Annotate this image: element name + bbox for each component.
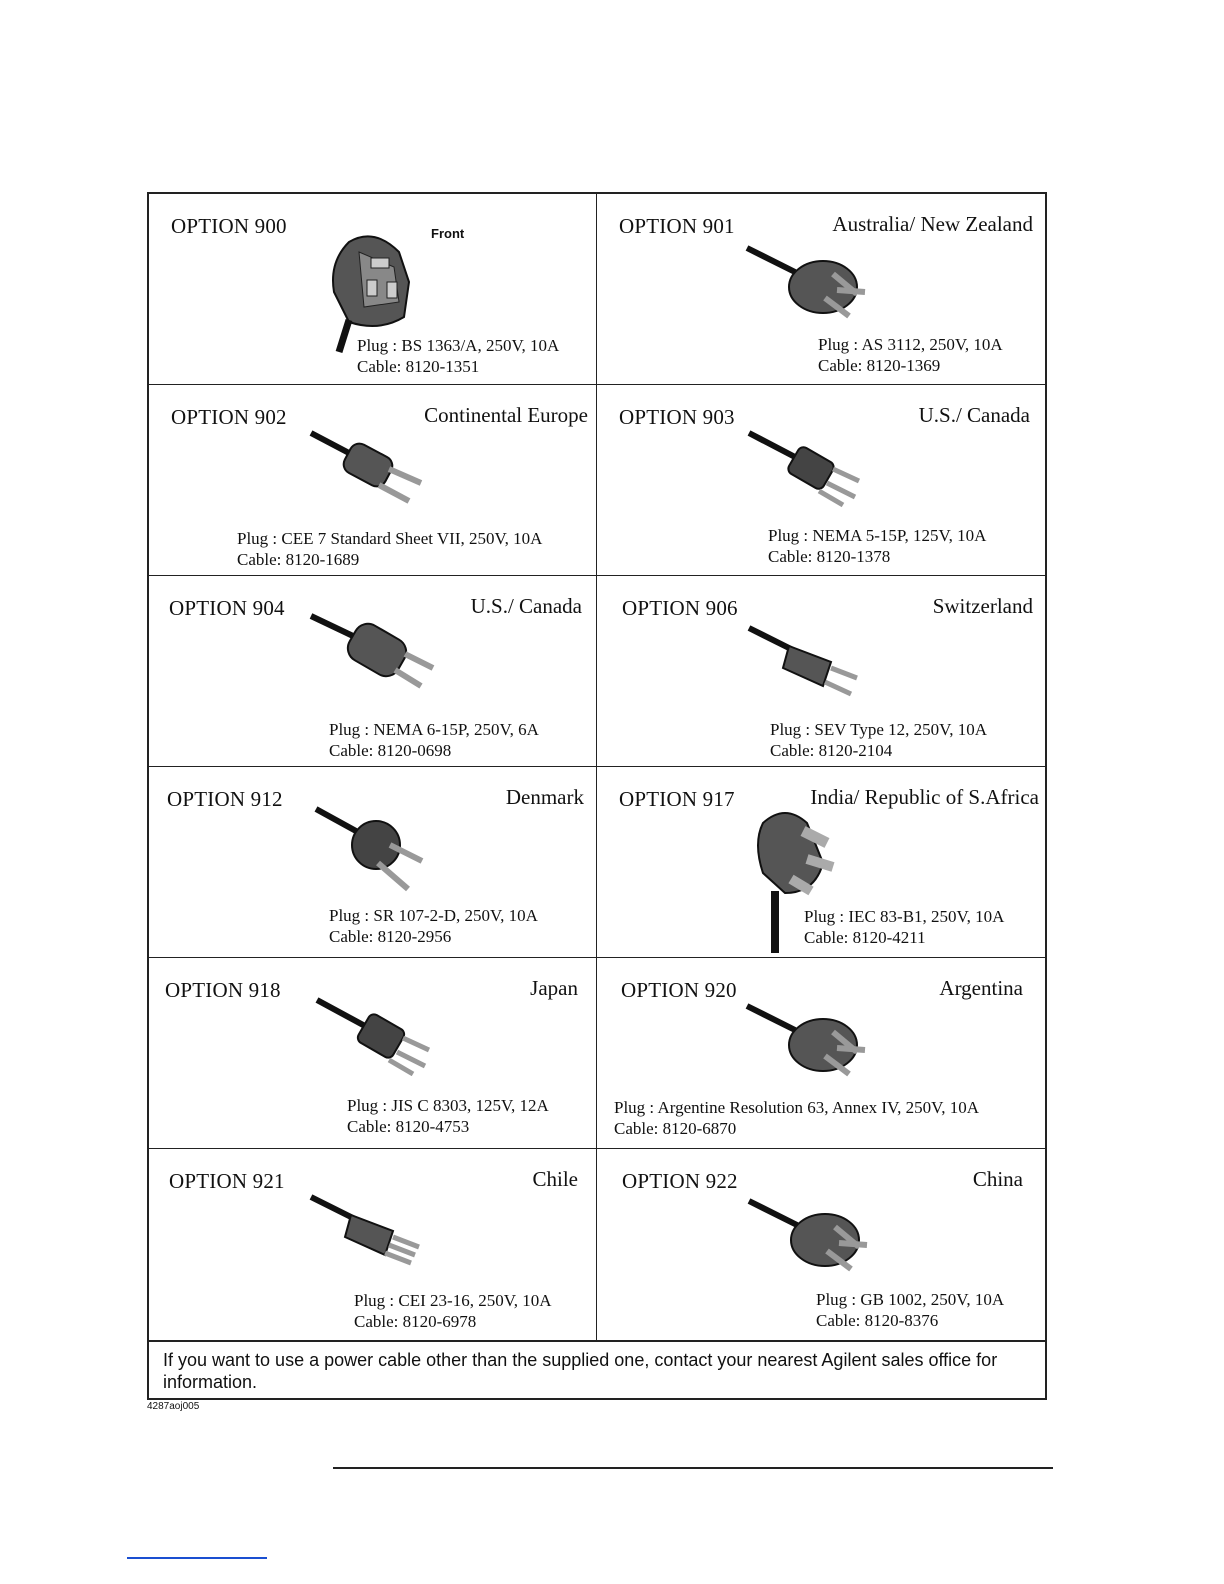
plug-spec bbox=[354, 1290, 552, 1332]
option-903-cell bbox=[597, 385, 1045, 575]
table-row bbox=[149, 385, 1045, 576]
region-label: Continental Europe bbox=[424, 403, 588, 427]
option-number: OPTION 921 bbox=[169, 1169, 285, 1193]
plug-type: Plug : IEC 83-B1, 250V, 10A bbox=[804, 907, 1005, 926]
plug-au-icon bbox=[745, 242, 875, 327]
plug-spec bbox=[329, 905, 538, 947]
cable-part-number: Cable: 8120-8376 bbox=[816, 1311, 939, 1330]
region-label: China bbox=[972, 1167, 1023, 1191]
option-922-cell bbox=[597, 1149, 1045, 1340]
option-number: OPTION 900 bbox=[171, 214, 287, 238]
plug-ch-icon bbox=[747, 624, 867, 699]
footer-link-underline bbox=[127, 1557, 267, 1559]
option-920-cell bbox=[597, 958, 1045, 1148]
plug-type: Plug : NEMA 5-15P, 125V, 10A bbox=[768, 526, 987, 545]
plug-spec bbox=[818, 334, 1003, 376]
table-row bbox=[149, 576, 1045, 767]
option-number: OPTION 902 bbox=[171, 405, 287, 429]
plug-type: Plug : GB 1002, 250V, 10A bbox=[816, 1290, 1005, 1309]
option-number: OPTION 922 bbox=[622, 1169, 738, 1193]
region-label: Australia/ New Zealand bbox=[832, 212, 1033, 236]
cable-part-number: Cable: 8120-6978 bbox=[354, 1312, 477, 1331]
option-number: OPTION 920 bbox=[621, 978, 737, 1002]
option-902-cell bbox=[149, 385, 597, 575]
plug-dk-icon bbox=[314, 805, 434, 895]
region-label: U.S./ Canada bbox=[470, 594, 582, 618]
option-number: OPTION 906 bbox=[622, 596, 738, 620]
option-900-cell bbox=[149, 194, 597, 384]
option-number: OPTION 912 bbox=[167, 787, 283, 811]
cable-part-number: Cable: 8120-1351 bbox=[357, 357, 480, 376]
cable-part-number: Cable: 8120-1378 bbox=[768, 547, 891, 566]
plug-type: Plug : BS 1363/A, 250V, 10A bbox=[357, 336, 560, 355]
region-label: U.S./ Canada bbox=[918, 403, 1030, 427]
cable-part-number: Cable: 8120-2956 bbox=[329, 927, 452, 946]
option-901-cell bbox=[597, 194, 1045, 384]
table-row bbox=[149, 767, 1045, 958]
plug-type: Plug : SEV Type 12, 250V, 10A bbox=[770, 720, 988, 739]
plug-ar-icon bbox=[745, 1000, 875, 1085]
figure-id: 4287aoj005 bbox=[147, 1401, 200, 1412]
table-row bbox=[149, 958, 1045, 1149]
region-label: Denmark bbox=[505, 785, 584, 809]
option-number: OPTION 917 bbox=[619, 787, 735, 811]
plug-type: Plug : NEMA 6-15P, 250V, 6A bbox=[329, 720, 539, 739]
plug-spec bbox=[347, 1095, 549, 1137]
front-label: Front bbox=[431, 226, 465, 241]
plug-us-250v-icon bbox=[309, 612, 439, 702]
cable-part-number: Cable: 8120-4753 bbox=[347, 1117, 470, 1136]
region-label: India/ Republic of S.Africa bbox=[810, 785, 1039, 809]
option-number: OPTION 901 bbox=[619, 214, 735, 238]
cable-part-number: Cable: 8120-2104 bbox=[770, 741, 893, 760]
plug-spec bbox=[614, 1097, 979, 1139]
option-917-cell bbox=[597, 767, 1045, 957]
plug-spec bbox=[329, 719, 539, 761]
option-904-cell bbox=[149, 576, 597, 766]
plug-jp-icon bbox=[315, 996, 440, 1076]
plug-type: Plug : Argentine Resolution 63, Annex IV, 250V, 10A bbox=[614, 1098, 980, 1117]
option-912-cell bbox=[149, 767, 597, 957]
table-row bbox=[149, 194, 1045, 385]
cable-part-number: Cable: 8120-1369 bbox=[818, 356, 941, 375]
cable-part-number: Cable: 8120-6870 bbox=[614, 1119, 737, 1138]
region-label: Switzerland bbox=[932, 594, 1033, 618]
plug-spec bbox=[804, 906, 1004, 948]
option-number: OPTION 903 bbox=[619, 405, 735, 429]
plug-spec bbox=[816, 1289, 1004, 1331]
plug-type: Plug : SR 107-2-D, 250V, 10A bbox=[329, 906, 538, 925]
cable-part-number: Cable: 8120-0698 bbox=[329, 741, 452, 760]
option-918-cell bbox=[149, 958, 597, 1148]
plug-spec bbox=[357, 335, 559, 377]
region-label: Japan bbox=[530, 976, 578, 1000]
plug-type: Plug : JIS C 8303, 125V, 12A bbox=[347, 1096, 549, 1115]
option-number: OPTION 918 bbox=[165, 978, 281, 1002]
cable-part-number: Cable: 8120-4211 bbox=[804, 928, 926, 947]
plug-type: Plug : CEE 7 Standard Sheet VII, 250V, 10A bbox=[237, 529, 543, 548]
footer-rule bbox=[333, 1467, 1053, 1469]
power-cable-options-table bbox=[147, 192, 1047, 1342]
region-label: Argentina bbox=[939, 976, 1023, 1000]
plug-eu-icon bbox=[309, 429, 429, 509]
plug-spec bbox=[770, 719, 987, 761]
option-921-cell bbox=[149, 1149, 597, 1340]
option-906-cell bbox=[597, 576, 1045, 766]
region-label: Chile bbox=[532, 1167, 578, 1191]
plug-cn-icon bbox=[747, 1195, 877, 1280]
contact-note: If you want to use a power cable other than the supplied one, contact your nearest Agilent sales office for information. bbox=[147, 1341, 1047, 1400]
plug-type: Plug : CEI 23-16, 250V, 10A bbox=[354, 1291, 552, 1310]
plug-spec bbox=[237, 528, 542, 570]
table-row bbox=[149, 1149, 1045, 1340]
plug-type: Plug : AS 3112, 250V, 10A bbox=[818, 335, 1003, 354]
plug-us-icon bbox=[747, 429, 872, 509]
cable-part-number: Cable: 8120-1689 bbox=[237, 550, 360, 569]
plug-cl-icon bbox=[309, 1193, 429, 1268]
option-number: OPTION 904 bbox=[169, 596, 285, 620]
plug-spec bbox=[768, 525, 986, 567]
